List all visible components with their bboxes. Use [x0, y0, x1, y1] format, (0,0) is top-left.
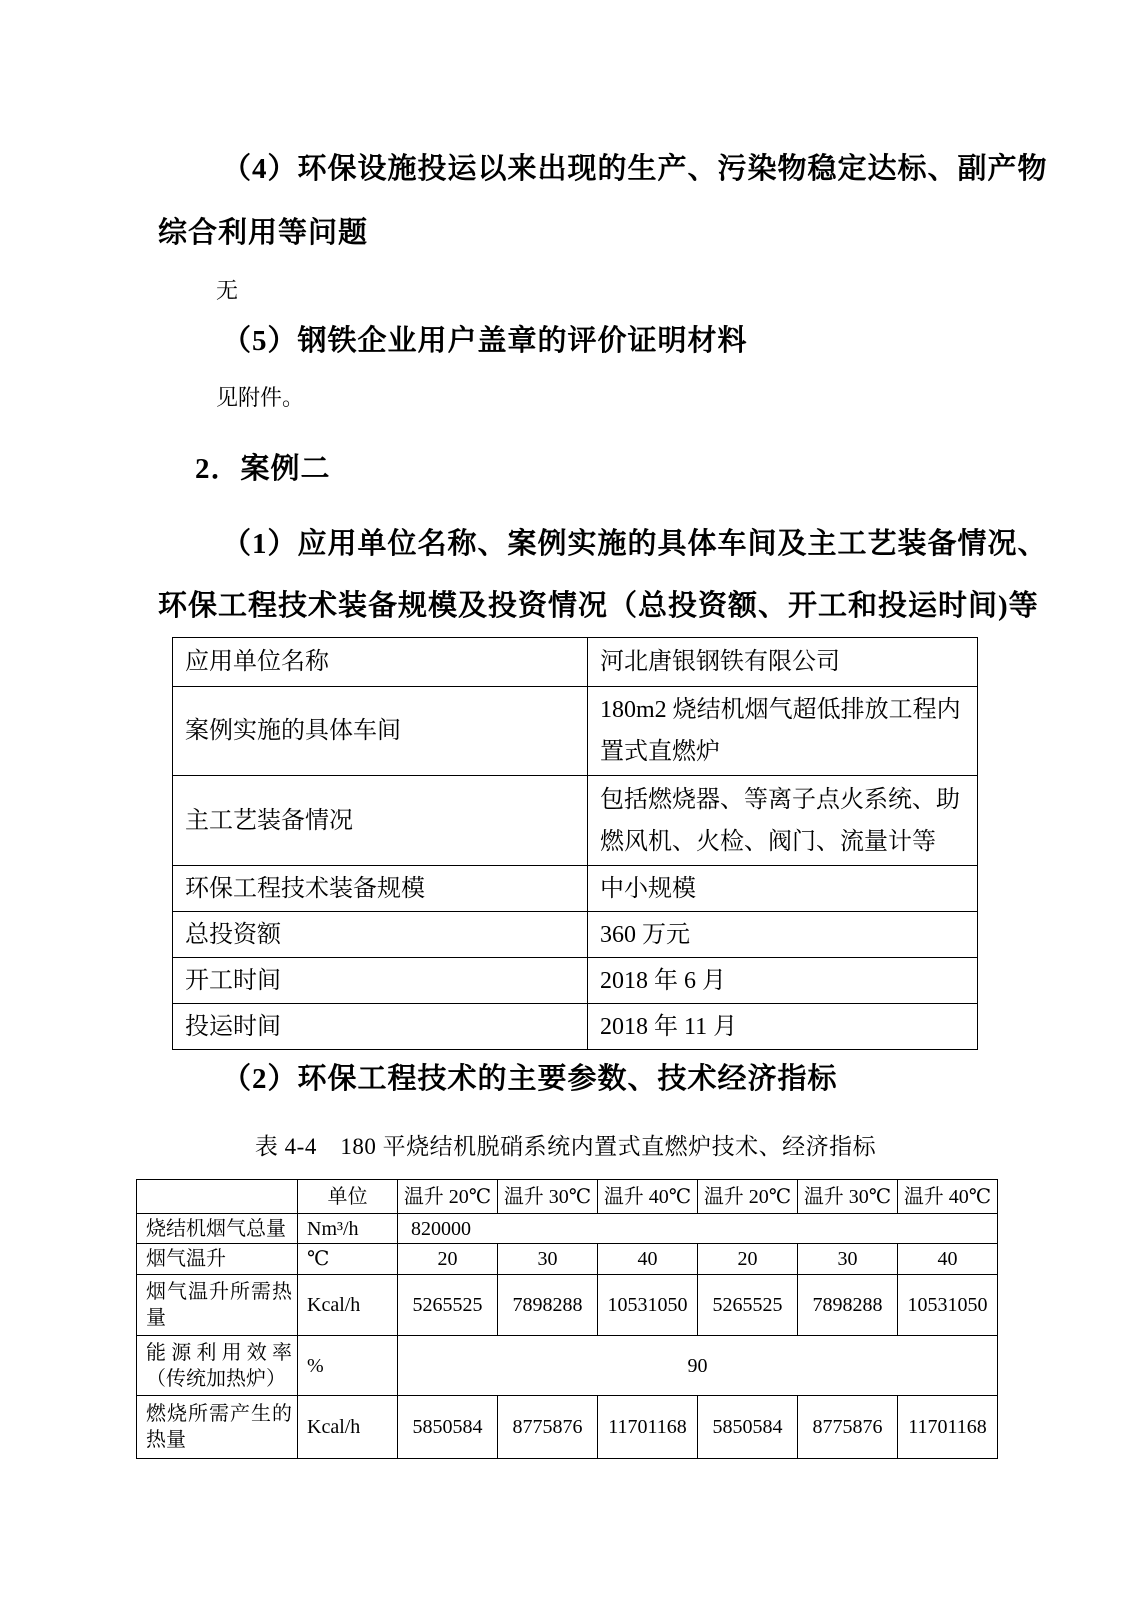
row-label-cell: 烟气温升 — [137, 1244, 298, 1275]
row-label-cell: 燃烧所需产生的热量 — [137, 1396, 298, 1459]
header-cell: 温升 20℃ — [398, 1180, 498, 1214]
value-cell: 40 — [898, 1244, 998, 1275]
case2-item2-heading: （2）环保工程技术的主要参数、技术经济指标 — [222, 1063, 838, 1095]
header-cell-empty — [137, 1180, 298, 1214]
row-label-cell: 能源利用效率（传统加热炉） — [137, 1336, 298, 1396]
row-label-cell: 开工时间 — [173, 958, 588, 1004]
section4-heading-line2: 综合利用等问题 — [158, 217, 369, 249]
row-unit-cell: ℃ — [298, 1244, 398, 1275]
row-unit-cell: Kcal/h — [298, 1396, 398, 1459]
value-cell: 10531050 — [598, 1275, 698, 1336]
value-cell: 10531050 — [898, 1275, 998, 1336]
value-cell: 5265525 — [398, 1275, 498, 1336]
row-value-cell: 2018 年 11 月 — [588, 1004, 978, 1050]
row-unit-cell: % — [298, 1336, 398, 1396]
value-cell: 30 — [798, 1244, 898, 1275]
table-row — [137, 1244, 998, 1275]
merged-value-cell: 90 — [398, 1336, 998, 1396]
row-value-cell: 360 万元 — [588, 912, 978, 958]
value-cell: 8775876 — [798, 1396, 898, 1459]
row-unit-cell: Nm³/h — [298, 1214, 398, 1244]
value-cell: 20 — [398, 1244, 498, 1275]
header-cell: 温升 30℃ — [798, 1180, 898, 1214]
section4-heading-line1: （4）环保设施投运以来出现的生产、污染物稳定达标、副产物 — [222, 153, 1048, 185]
section5-answer: 见附件。 — [216, 385, 305, 410]
row-value-cell: 包括燃烧器、等离子点火系统、助燃风机、火检、阀门、流量计等 — [588, 776, 978, 866]
row-value-cell: 中小规模 — [588, 866, 978, 912]
row-unit-cell: Kcal/h — [298, 1275, 398, 1336]
case2-item1-line1: （1）应用单位名称、案例实施的具体车间及主工艺装备情况、 — [222, 528, 1048, 560]
value-cell: 5850584 — [698, 1396, 798, 1459]
table-row — [173, 776, 978, 866]
header-cell-unit: 单位 — [298, 1180, 398, 1214]
header-cell: 温升 20℃ — [698, 1180, 798, 1214]
case2-info-table — [172, 637, 978, 1050]
header-cell: 温升 40℃ — [598, 1180, 698, 1214]
value-cell: 20 — [698, 1244, 798, 1275]
case2-heading: 2．案例二 — [195, 453, 331, 485]
row-label-cell: 环保工程技术装备规模 — [173, 866, 588, 912]
table4-4-caption: 表 4-4 180 平烧结机脱硝系统内置式直燃炉技术、经济指标 — [254, 1134, 877, 1159]
table-row — [137, 1275, 998, 1336]
value-cell: 5265525 — [698, 1275, 798, 1336]
value-cell: 11701168 — [598, 1396, 698, 1459]
table-row — [173, 1004, 978, 1050]
row-label-cell: 应用单位名称 — [173, 638, 588, 687]
section5-heading: （5）钢铁企业用户盖章的评价证明材料 — [222, 325, 748, 357]
table-row — [137, 1336, 998, 1396]
row-label-cell: 主工艺装备情况 — [173, 776, 588, 866]
row-value-cell: 河北唐银钢铁有限公司 — [588, 638, 978, 687]
value-cell: 30 — [498, 1244, 598, 1275]
value-cell: 8775876 — [498, 1396, 598, 1459]
merged-value-cell: 820000 — [398, 1214, 998, 1244]
row-value-cell: 180m2 烧结机烟气超低排放工程内置式直燃炉 — [588, 687, 978, 776]
row-label-cell: 案例实施的具体车间 — [173, 687, 588, 776]
table-row — [173, 912, 978, 958]
row-label-cell: 烧结机烟气总量 — [137, 1214, 298, 1244]
table-row — [173, 866, 978, 912]
row-label-cell: 投运时间 — [173, 1004, 588, 1050]
section4-answer: 无 — [216, 278, 239, 303]
row-label-cell: 烟气温升所需热量 — [137, 1275, 298, 1336]
table-row — [173, 638, 978, 687]
row-value-cell: 2018 年 6 月 — [588, 958, 978, 1004]
case2-item1-line2: 环保工程技术装备规模及投资情况（总投资额、开工和投运时间)等 — [158, 590, 1039, 622]
value-cell: 7898288 — [498, 1275, 598, 1336]
indicator-table — [136, 1179, 998, 1459]
value-cell: 40 — [598, 1244, 698, 1275]
header-cell: 温升 30℃ — [498, 1180, 598, 1214]
row-label-cell: 总投资额 — [173, 912, 588, 958]
value-cell: 11701168 — [898, 1396, 998, 1459]
table-row — [137, 1396, 998, 1459]
table-row — [173, 687, 978, 776]
table-row — [137, 1214, 998, 1244]
value-cell: 5850584 — [398, 1396, 498, 1459]
header-cell: 温升 40℃ — [898, 1180, 998, 1214]
value-cell: 7898288 — [798, 1275, 898, 1336]
header-row — [137, 1180, 998, 1214]
table-row — [173, 958, 978, 1004]
